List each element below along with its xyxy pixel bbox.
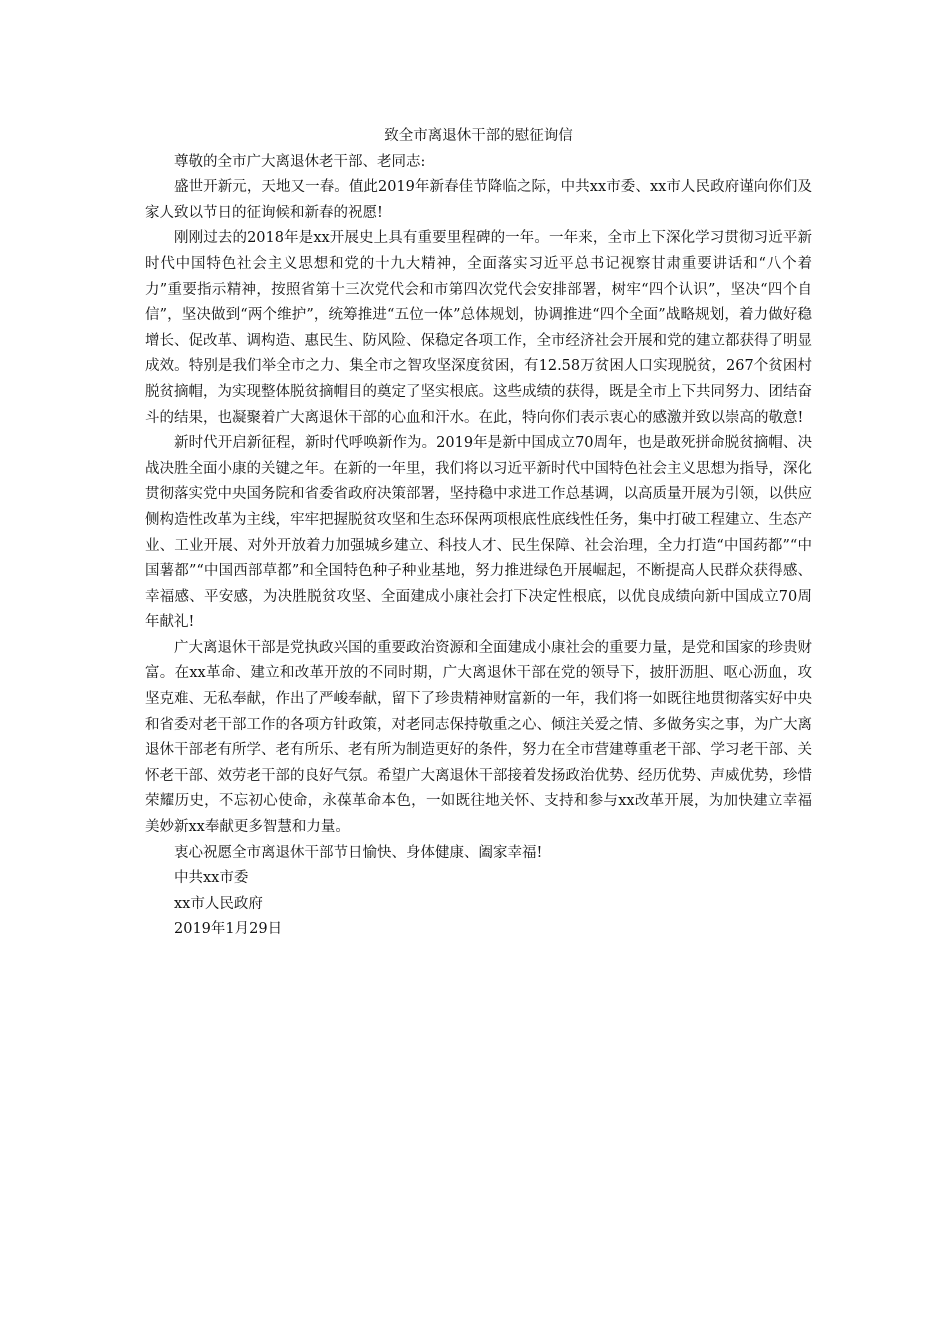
signature-party-committee: 中共xx市委 bbox=[174, 870, 249, 887]
paragraph-review-2018: 刚刚过去的2018年是xx开展史上具有重要里程碑的一年。一年来，全市上下深化学习贯彻习近平新时代中国特色社会主义思想和党的十九大精神，全面落实习近平总书记视察甘肃重要讲话和“八个着力”重要指示精神，按照省第十三次党代会和市第四次党代会安排部署，树牢“四个认识”，坚决“四个自信”，坚决做到“两个维护”，统筹推进“五位一体”总体规划，协调推进“四个全面”战略规划，着力做好稳增长、促改革、调构造、惠民生、防风险、保稳定各项工作，全市经济社会开展和党的建立都获得了明显成效。特别是我们举全市之力、集全市之智攻坚深度贫困，有12.58万贫困人口实现脱贫，267个贫困村脱贫摘帽，为实现整体脱贫摘帽目的奠定了坚实根底。这些成绩的获得，既是全市上下共同努力、团结奋斗的结果，也凝聚着广大离退休干部的心血和汗水。在此，特向你们表示衷心的感激并致以崇高的敬意! bbox=[145, 230, 812, 426]
paragraph-plan-2019: 新时代开启新征程，新时代呼唤新作为。2019年是新中国成立70周年，也是敢死拼命脱贫摘帽、决战决胜全面小康的关键之年。在新的一年里，我们将以习近平新时代中国特色社会主义思想为指导，深化贯彻落实党中央国务院和省委省政府决策部署，坚持稳中求进工作总基调，以高质量开展为引领，以供应侧构造性改革为主线，牢牢把握脱贫攻坚和生态环保两项根底性底线性任务，集中打破工程建立、生态产业、工业开展、对外开放着力加强城乡建立、科技人才、民生保障、社会治理，全力打造“中国药都”“中国薯都”“中国西部草都”和全国特色种子种业基地，努力推进绿色开展崛起，不断提高人民群众获得感、幸福感、平安感，为决胜脱贫攻坚、全面建成小康社会打下决定性根底，以优良成绩向新中国成立70周年献礼! bbox=[145, 435, 812, 631]
paragraph-greeting: 盛世开新元，天地又一春。值此2019年新春佳节降临之际，中共xx市委、xx市人民政府谨向你们及家人致以节日的征询候和新春的祝愿! bbox=[145, 179, 812, 221]
salutation: 尊敬的全市广大离退休老干部、老同志: bbox=[174, 153, 426, 170]
paragraph-wishes: 衷心祝愿全市离退休干部节日愉快、身体健康、阖家幸福! bbox=[174, 844, 543, 861]
letter-page bbox=[145, 124, 812, 943]
signature-date: 2019年1月29日 bbox=[174, 921, 283, 938]
paragraph-cadres: 广大离退休干部是党执政兴国的重要政治资源和全面建成小康社会的重要力量，是党和国家的珍贵财富。在xx革命、建立和改革开放的不同时期，广大离退休干部在党的领导下，披肝沥胆、呕心沥血，攻坚克难、无私奉献，作出了严峻奉献，留下了珍贵精神财富新的一年，我们将一如既往地贯彻落实好中央和省委对老干部工作的各项方针政策，对老同志保持敬重之心、倾注关爱之情、多做务实之事，为广大离退休干部老有所学、老有所乐、老有所为制造更好的条件，努力在全市营建尊重老干部、学习老干部、关怀老干部、效劳老干部的良好气氛。希望广大离退休干部接着发扬政治优势、经历优势、声威优势，珍惜荣耀历史，不忘初心使命，永葆革命本色，一如既往地关怀、支持和参与xx改革开展，为加快建立幸福美妙新xx奉献更多智慧和力量。 bbox=[145, 639, 812, 836]
signature-government: xx市人民政府 bbox=[174, 895, 263, 912]
page-title: 致全市离退休干部的慰征询信 bbox=[384, 128, 573, 144]
